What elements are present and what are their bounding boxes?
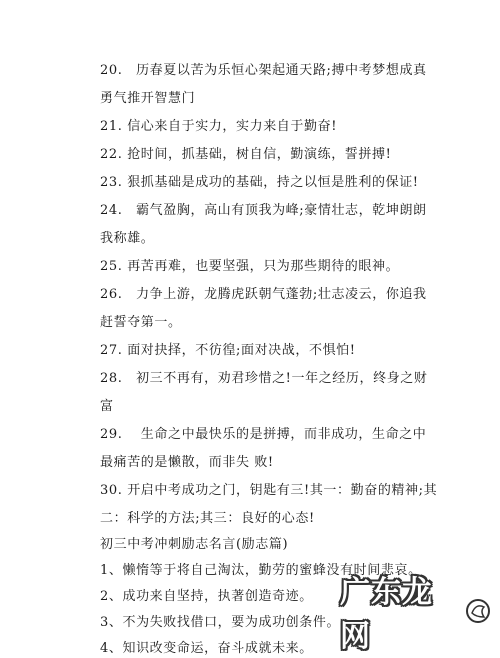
text-line-21: 3、不为失败找借口，要为成功创条件。 <box>100 615 341 630</box>
text-line-10: 赶誓夺第一。 <box>100 315 182 330</box>
dragon-logo-icon <box>464 597 492 625</box>
text-line-9: 26. 力争上游，龙腾虎跃朝气蓬勃;壮志凌云，你追我 <box>100 287 427 302</box>
text-line-17: 二：科学的方法;其三：良好的心态! <box>100 511 315 526</box>
text-line-11: 27. 面对抉择，不彷徨;面对决战，不惧怕! <box>100 343 356 358</box>
text-line-14: 29. 生命之中最快乐的是拼搏，而非成功，生命之中 <box>100 427 427 442</box>
text-line-15: 最痛苦的是懒散，而非失 败! <box>100 455 274 470</box>
text-line-20: 2、成功来自坚持，执著创造奇迹。 <box>100 589 313 604</box>
text-line-8: 25. 再苦再难，也要坚强，只为那些期待的眼神。 <box>100 259 400 274</box>
text-line-16: 30. 开启中考成功之门，钥匙有三!其一：勤奋的精神;其 <box>100 483 438 498</box>
text-line-3: 21. 信心来自于实力，实力来自于勤奋! <box>100 119 338 134</box>
text-line-4: 22. 抢时间，抓基础，树自信，勤演练，誓拼搏! <box>100 147 392 162</box>
site-watermark <box>340 575 492 654</box>
text-line-13: 富 <box>100 399 114 414</box>
text-line-12: 28. 初三不再有，劝君珍惜之!一年之经历，终身之财 <box>100 371 428 386</box>
text-line-2: 勇气推开智慧门 <box>100 91 196 106</box>
section-heading: 初三中考冲刺励志名言(励志篇) <box>100 537 289 552</box>
watermark-text: 广东龙网 <box>340 575 433 654</box>
text-line-5: 23. 狠抓基础是成功的基础，持之以恒是胜利的保证! <box>100 175 419 190</box>
text-line-19: 1、懒惰等于将自己淘汰，勤劳的蜜蜂没有时间悲哀。 <box>100 563 422 578</box>
text-line-7: 我称雄。 <box>100 231 155 246</box>
text-line-1: 20. 历春夏以苦为乐恒心架起通天路;搏中考梦想成真 <box>100 63 427 78</box>
text-line-22: 4、知识改变命运，奋斗成就未来。 <box>100 641 313 656</box>
text-line-6: 24. 霸气盈胸，高山有顶我为峰;豪情壮志，乾坤朗朗 <box>100 203 427 218</box>
